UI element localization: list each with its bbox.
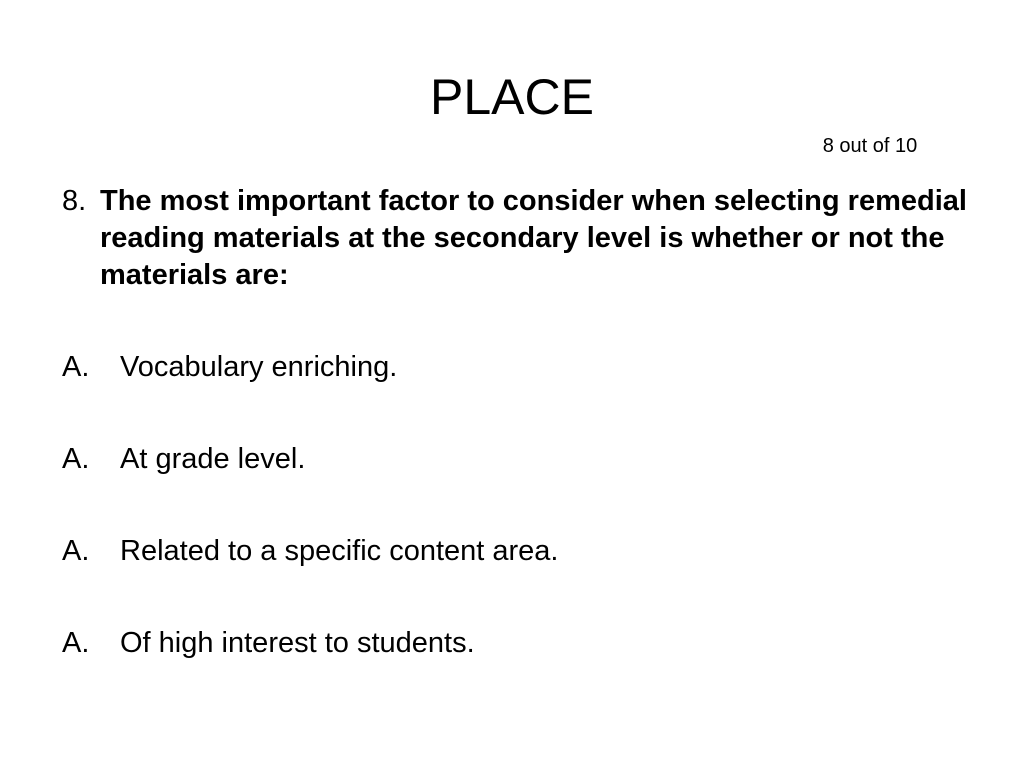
- option-text: Of high interest to students.: [120, 627, 475, 659]
- slide-title: PLACE: [430, 69, 594, 125]
- option-text: At grade level.: [120, 443, 306, 475]
- option-letter: A.: [62, 443, 90, 475]
- option-letter: A.: [62, 351, 90, 383]
- question: [62, 183, 972, 294]
- answer-option[interactable]: [62, 441, 962, 478]
- question-progress: 8 out of 10: [822, 135, 918, 157]
- question-text: The most important factor to consider when selecting remedial reading materials at the secondary level is whether or not the materials are:: [100, 185, 967, 291]
- option-letter: A.: [62, 627, 90, 659]
- answer-option[interactable]: [62, 533, 962, 570]
- answer-option[interactable]: [62, 625, 962, 662]
- question-number: 8.: [62, 185, 87, 217]
- answer-option[interactable]: [62, 349, 962, 386]
- option-text: Related to a specific content area.: [120, 535, 559, 567]
- option-letter: A.: [62, 535, 90, 567]
- option-text: Vocabulary enriching.: [120, 351, 398, 383]
